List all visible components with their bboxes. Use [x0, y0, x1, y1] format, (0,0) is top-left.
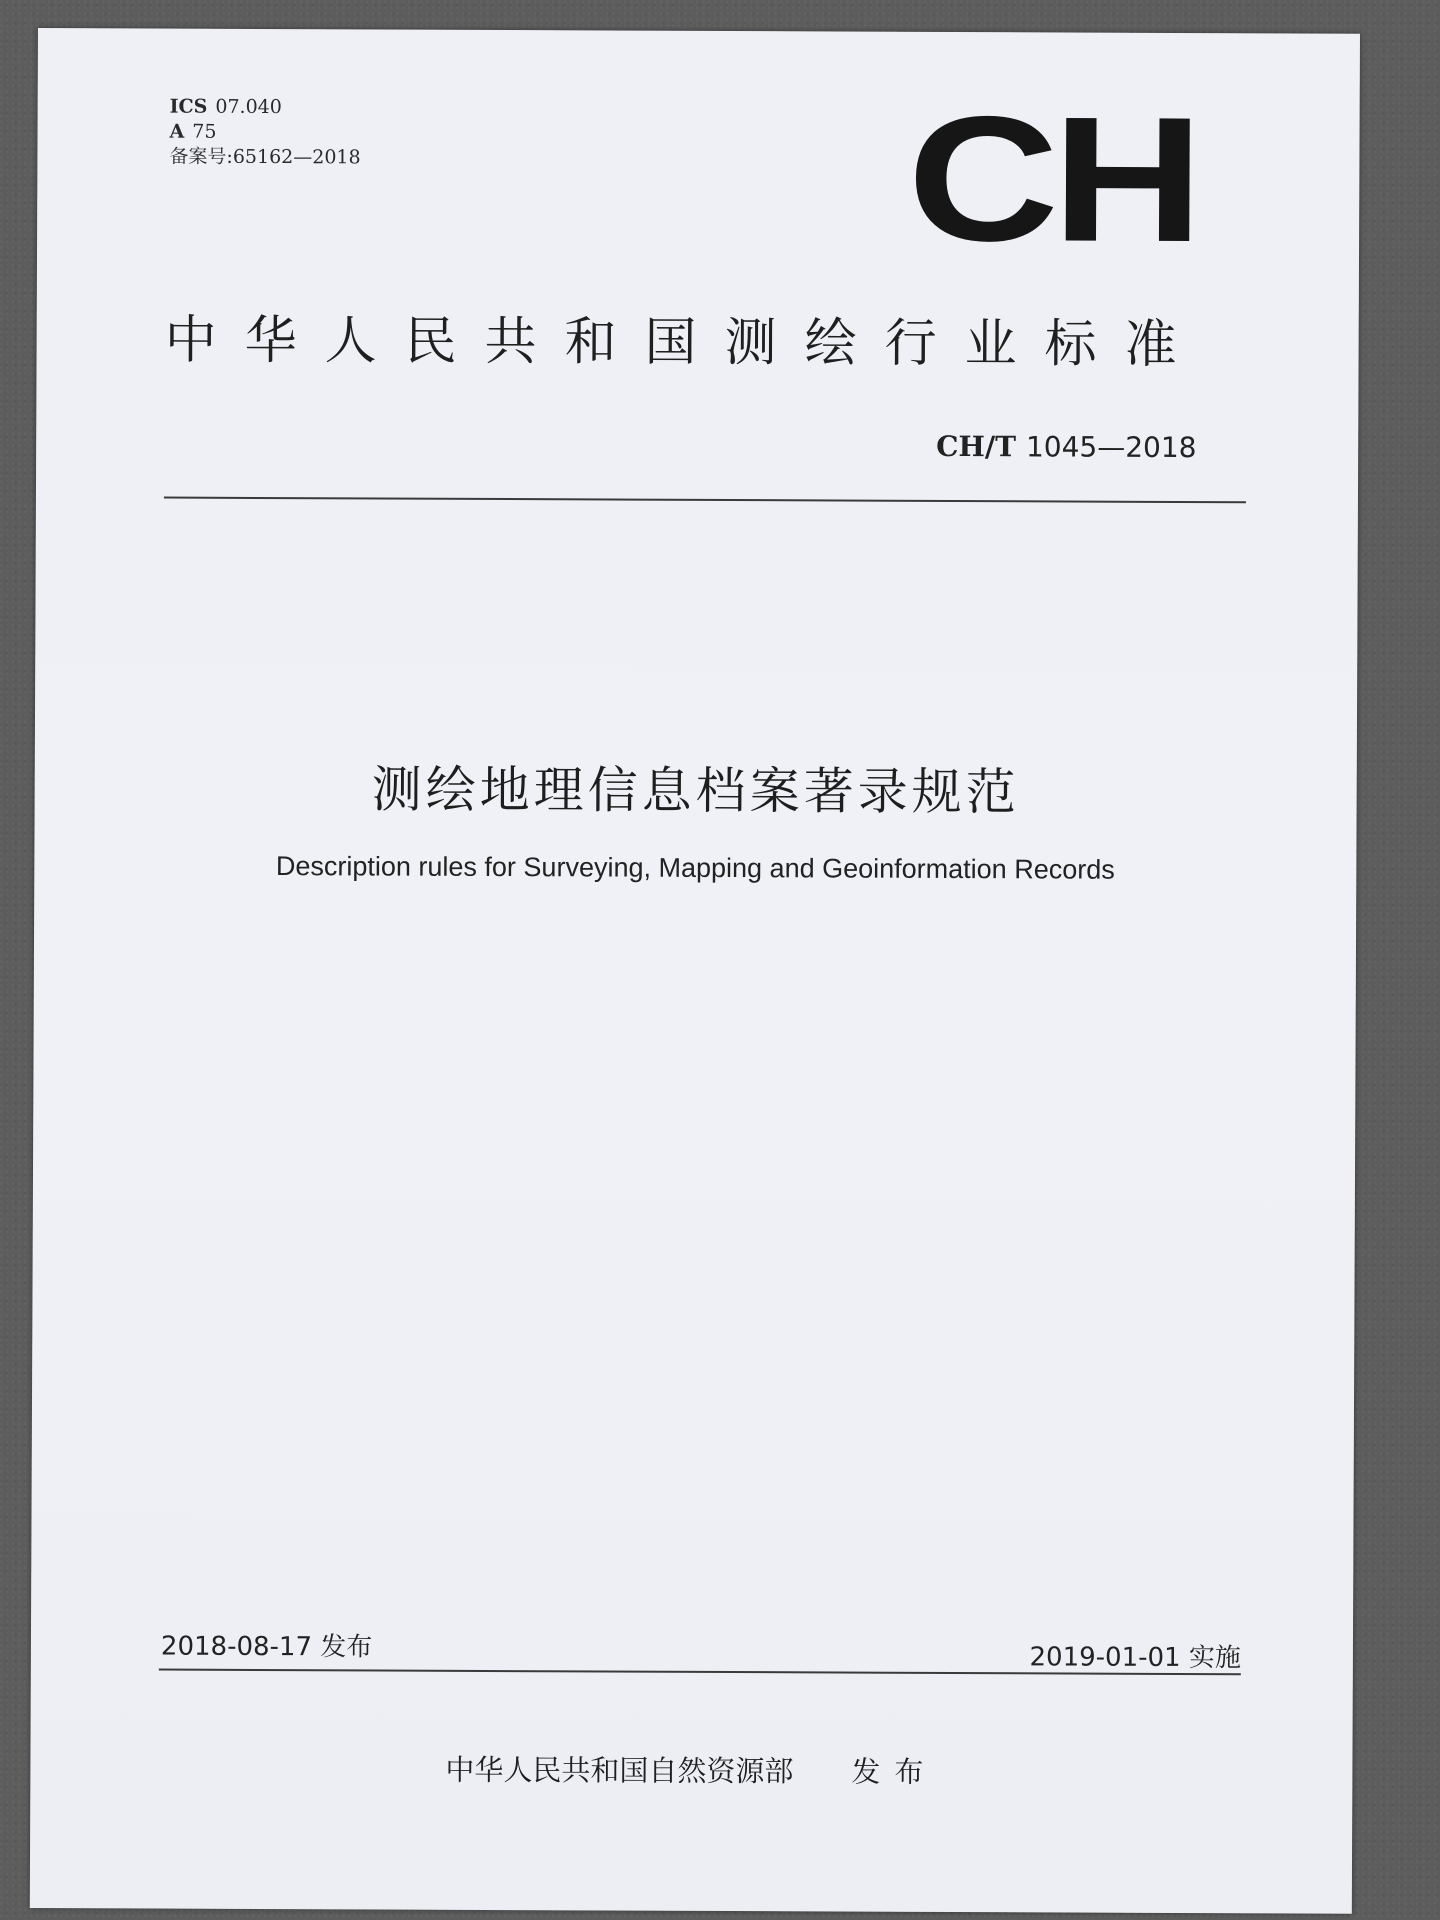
publisher-name: 中华人民共和国自然资源部 [445, 1752, 794, 1789]
classification-block [169, 95, 361, 171]
document-title-chinese: 测绘地理信息档案著录规范 [371, 760, 1020, 822]
ics-value: 07.040 [215, 95, 282, 119]
class-label: A [169, 120, 185, 143]
filing-line [169, 145, 360, 171]
publisher-verb: 发布 [851, 1754, 938, 1789]
top-divider [164, 497, 1246, 504]
class-value: 75 [192, 120, 217, 143]
document-page [30, 28, 1360, 1914]
ics-label: ICS [169, 95, 208, 118]
standard-code: 1045—2018 [1025, 430, 1197, 465]
issue-date: 2018-08-17 发布 [160, 1631, 373, 1663]
ch-logo: CH [906, 78, 1197, 280]
organization-title: 中华人民共和国测绘行业标准 [164, 310, 1205, 376]
publisher-line [30, 1746, 1352, 1793]
document-title-english: Description rules for Surveying, Mapping and Geoinformation Records [275, 851, 1115, 885]
class-line [169, 120, 360, 146]
ics-line [170, 95, 361, 121]
standard-number [936, 430, 1196, 464]
standard-prefix: CH/T [936, 429, 1017, 464]
effective-date: 2019-01-01 实施 [1029, 1642, 1241, 1674]
filing-number: 备案号:65162—2018 [169, 145, 361, 169]
